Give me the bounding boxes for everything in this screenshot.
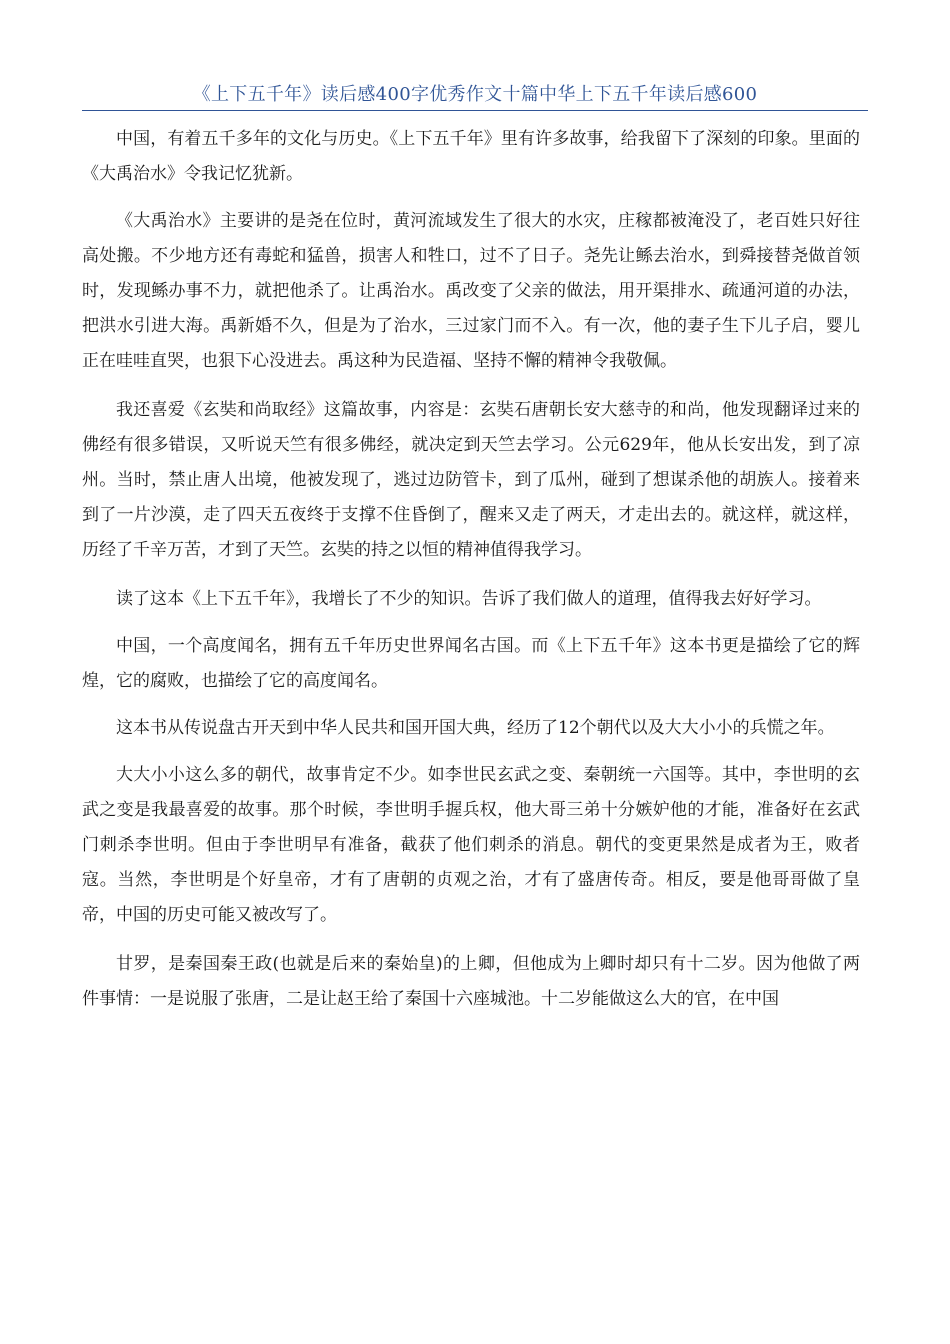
paragraph-book-scope: 这本书从传说盘古开天到中华人民共和国开国大典，经历了12个朝代以及大大小小的兵慌之年。	[116, 718, 835, 738]
document-title: 《上下五千年》读后感400字优秀作文十篇中华上下五千年读后感600	[192, 84, 758, 105]
page-header	[82, 82, 868, 111]
paragraph-xuanwu: 大大小小这么多的朝代，故事肯定不少。如李世民玄武之变、秦朝统一六国等。其中，李世明的玄武之变是我最喜爱的故事。那个时候，李世明手握兵权，他大哥三弟十分嫉妒他的才能，准备好在玄武门刺杀李世明。但由于李世明早有准备，截获了他们刺杀的消息。朝代的变更果然是成者为王，败者寇。当然，李世明是个好皇帝，才有了唐朝的贞观之治，才有了盛唐传奇。相反，要是他哥哥做了皇帝，中国的历史可能又被改写了。	[82, 765, 860, 925]
paragraph-ganluo: 甘罗，是秦国秦王政(也就是后来的秦始皇)的上卿，但他成为上卿时却只有十二岁。因为他做了两件事情：一是说服了张唐，二是让赵王给了秦国十六座城池。十二岁能做这么大的官，在中国	[82, 954, 860, 1009]
document-body	[82, 122, 860, 1029]
paragraph-xuanzang: 我还喜爱《玄奘和尚取经》这篇故事，内容是：玄奘石唐朝长安大慈寺的和尚，他发现翻译过来的佛经有很多错误，又听说天竺有很多佛经，就决定到天竺去学习。公元629年，他从长安出发，到了凉州。当时，禁止唐人出境，他被发现了，逃过边防管卡，到了瓜州，碰到了想谋杀他的胡族人。接着来到了一片沙漠，走了四天五夜终于支撑不住昏倒了，醒来又走了两天，才走出去的。就这样，就这样，历经了千辛万苦，才到了天竺。玄奘的持之以恒的精神值得我学习。	[82, 400, 860, 560]
paragraph-intro: 中国，有着五千多年的文化与历史。《上下五千年》里有许多故事，给我留下了深刻的印象。里面的《大禹治水》令我记忆犹新。	[82, 129, 860, 184]
paragraph-dayu: 《大禹治水》主要讲的是尧在位时，黄河流域发生了很大的水灾，庄稼都被淹没了，老百姓只好往高处搬。不少地方还有毒蛇和猛兽，损害人和牲口，过不了日子。尧先让鲧去治水，到舜接替尧做首领时，发现鲧办事不力，就把他杀了。让禹治水。禹改变了父亲的做法，用开渠排水、疏通河道的办法，把洪水引进大海。禹新婚不久，但是为了治水，三过家门而不入。有一次，他的妻子生下儿子启，婴儿正在哇哇直哭，也狠下心没进去。禹这种为民造福、坚持不懈的精神令我敬佩。	[82, 211, 860, 371]
paragraph-china: 中国，一个高度闻名，拥有五千年历史世界闻名古国。而《上下五千年》这本书更是描绘了它的辉煌，它的腐败，也描绘了它的高度闻名。	[82, 636, 860, 691]
paragraph-reflection: 读了这本《上下五千年》，我增长了不少的知识。告诉了我们做人的道理，值得我去好好学习。	[116, 589, 822, 609]
